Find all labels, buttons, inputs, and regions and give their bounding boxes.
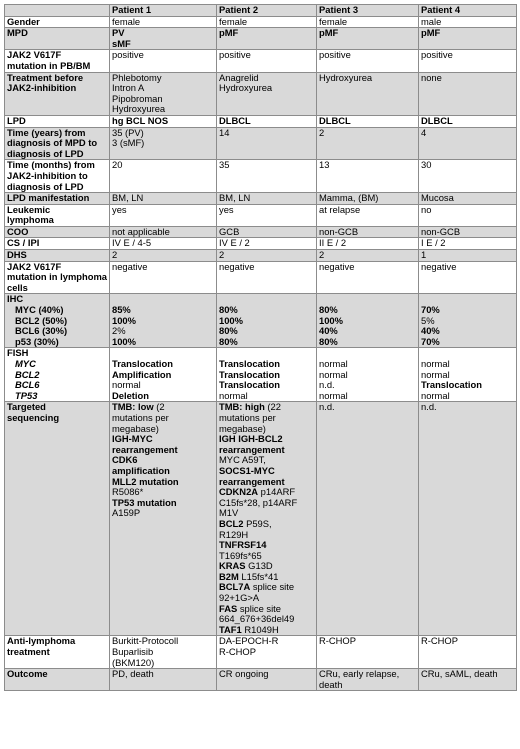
label-line: IHC bbox=[7, 293, 24, 305]
row-ihc bbox=[5, 294, 517, 348]
cell bbox=[419, 294, 517, 348]
row-leukemic bbox=[5, 204, 517, 226]
label-manifestation: LPD manifestation bbox=[5, 193, 110, 205]
cell bbox=[110, 348, 217, 402]
cell-line: Translocation bbox=[112, 358, 173, 369]
cell-line: SOCS1-MYC bbox=[219, 464, 275, 476]
cell-line: (2 bbox=[153, 401, 165, 413]
cell: pMF bbox=[217, 28, 317, 50]
cell-line: Hydroxyurea bbox=[219, 82, 273, 94]
row-gender bbox=[5, 16, 517, 28]
label-line: JAK2 V617F bbox=[7, 49, 62, 61]
cell: negative bbox=[110, 261, 217, 294]
label-targeted bbox=[5, 402, 110, 636]
cell-line: 100% bbox=[219, 314, 243, 326]
cell-line: (BKM120) bbox=[112, 656, 155, 668]
cell-line: p14ARF bbox=[258, 486, 296, 498]
cell bbox=[419, 348, 517, 402]
cell-line: 80% bbox=[219, 335, 238, 347]
cell-line: normal bbox=[319, 389, 348, 401]
cell: male bbox=[419, 16, 517, 28]
cell-line: Buparlisib bbox=[112, 646, 154, 658]
cell: 4 bbox=[419, 127, 517, 160]
cell-line: CDKN2A bbox=[219, 486, 259, 498]
cell-line: L15fs*41 bbox=[238, 570, 279, 582]
cell-line: MYC A59T, bbox=[219, 454, 266, 466]
cell-line: Translocation bbox=[421, 379, 482, 391]
cell-line: 92+1G>A bbox=[219, 592, 260, 604]
cell: Mucosa bbox=[419, 193, 517, 205]
cell: R-CHOP bbox=[419, 636, 517, 669]
label-line: Time (months) from bbox=[7, 159, 95, 171]
header-patient-4: Patient 4 bbox=[419, 5, 517, 17]
row-time-jak bbox=[5, 160, 517, 193]
cell-line: MLL2 mutation bbox=[112, 475, 179, 487]
cell: n.d. bbox=[317, 402, 419, 636]
cell-line: 80% bbox=[319, 335, 338, 347]
cell: 14 bbox=[217, 127, 317, 160]
row-manifestation bbox=[5, 193, 517, 205]
cell-line: rearrangement bbox=[219, 443, 285, 455]
cell-line: megabase) bbox=[219, 422, 266, 434]
cell-line: 80% bbox=[219, 325, 238, 337]
cell: I E / 2 bbox=[419, 238, 517, 250]
cell: II E / 2 bbox=[317, 238, 419, 250]
label-mpd: MPD bbox=[5, 28, 110, 50]
cell-line: normal bbox=[219, 389, 248, 401]
cell-line: TMB: low bbox=[112, 401, 154, 413]
cell-line: 100% bbox=[319, 314, 343, 326]
ihc-marker: BCL2 (50%) bbox=[15, 314, 68, 326]
cell: yes bbox=[217, 204, 317, 226]
cell bbox=[217, 72, 317, 115]
label-lpd: LPD bbox=[5, 115, 110, 127]
cell: not applicable bbox=[110, 226, 217, 238]
cell-line: 35 (PV) bbox=[112, 126, 144, 138]
cell: at relapse bbox=[317, 204, 419, 226]
cell-line: KRAS bbox=[219, 560, 246, 572]
cell-line: normal bbox=[421, 368, 450, 380]
cell bbox=[110, 28, 217, 50]
cell-line: CRu, early relapse, bbox=[319, 668, 400, 680]
cell-line: DA-EPOCH-R bbox=[219, 635, 279, 647]
row-mpd bbox=[5, 28, 517, 50]
label-line: mutation in PB/BM bbox=[7, 59, 91, 71]
cell: DLBCL bbox=[217, 115, 317, 127]
label-line: diagnosis of LPD bbox=[7, 147, 84, 159]
fish-gene: BCL6 bbox=[15, 379, 40, 391]
cell bbox=[217, 294, 317, 348]
cell-line: mutations per bbox=[219, 411, 276, 423]
cell-line: FAS bbox=[219, 602, 238, 614]
cell: n.d. bbox=[419, 402, 517, 636]
cell: none bbox=[419, 72, 517, 115]
cell-line: death bbox=[319, 678, 343, 690]
cell-line: 40% bbox=[421, 325, 440, 337]
cell-line: CDK6 bbox=[112, 454, 138, 466]
cell-line: TNFRSF14 bbox=[219, 539, 267, 551]
label-line: JAK2-inhibition bbox=[7, 82, 77, 94]
cell bbox=[110, 127, 217, 160]
cell-line: Pipobroman bbox=[112, 92, 163, 104]
cell-line: R129H bbox=[219, 528, 249, 540]
cell-line: (22 bbox=[264, 401, 281, 413]
cell-line: 5% bbox=[421, 314, 435, 326]
cell bbox=[110, 294, 217, 348]
cell: 20 bbox=[110, 160, 217, 193]
header-patient-2: Patient 2 bbox=[217, 5, 317, 17]
cell: Hydroxyurea bbox=[317, 72, 419, 115]
cell: hg BCL NOS bbox=[110, 115, 217, 127]
cell-line: normal bbox=[421, 389, 450, 401]
cell-line: sMF bbox=[112, 37, 131, 49]
row-cs-ipi bbox=[5, 238, 517, 250]
cell-line: G13D bbox=[245, 560, 273, 572]
cell bbox=[217, 636, 317, 669]
row-treatment bbox=[5, 72, 517, 115]
label-line: sequencing bbox=[7, 411, 60, 423]
fish-gene: BCL2 bbox=[15, 368, 40, 380]
label-leukemic bbox=[5, 204, 110, 226]
cell: non-GCB bbox=[317, 226, 419, 238]
cell-line: rearrangement bbox=[219, 475, 285, 487]
cell-line: 100% bbox=[112, 335, 136, 347]
cell-line: 664_676+36del49 bbox=[219, 613, 295, 625]
row-jak2-pb bbox=[5, 50, 517, 72]
row-lpd bbox=[5, 115, 517, 127]
cell-line: normal bbox=[421, 358, 450, 369]
cell: female bbox=[110, 16, 217, 28]
cell bbox=[110, 72, 217, 115]
cell: positive bbox=[419, 50, 517, 72]
cell-line: Hydroxyurea bbox=[112, 103, 166, 115]
cell-line: P59S, bbox=[243, 517, 272, 529]
cell: positive bbox=[110, 50, 217, 72]
label-line: JAK2 V617F bbox=[7, 260, 62, 272]
cell-line: Amplification bbox=[112, 368, 172, 380]
cell: yes bbox=[110, 204, 217, 226]
label-jak2-pb bbox=[5, 50, 110, 72]
cell: 1 bbox=[419, 250, 517, 262]
cell-line: Translocation bbox=[219, 379, 280, 391]
label-time-jak bbox=[5, 160, 110, 193]
label-coo: COO bbox=[5, 226, 110, 238]
cell-line: normal bbox=[319, 368, 348, 380]
cell: IV E / 4-5 bbox=[110, 238, 217, 250]
cell: 13 bbox=[317, 160, 419, 193]
cell-line: TAF1 bbox=[219, 623, 242, 635]
cell-line: BCL2 bbox=[219, 517, 244, 529]
cell: 2 bbox=[110, 250, 217, 262]
label-line: Time (years) from bbox=[7, 126, 86, 138]
label-treatment bbox=[5, 72, 110, 115]
cell-line: M1V bbox=[219, 507, 239, 519]
cell-line: Translocation bbox=[219, 368, 280, 380]
cell: pMF bbox=[419, 28, 517, 50]
cell-line: Deletion bbox=[112, 389, 149, 401]
cell: PD, death bbox=[110, 669, 217, 691]
ihc-marker: p53 (30%) bbox=[15, 335, 59, 347]
cell-line: 3 (sMF) bbox=[112, 137, 145, 149]
cell-line: Anagrelid bbox=[219, 71, 259, 83]
cell: negative bbox=[419, 261, 517, 294]
cell bbox=[217, 348, 317, 402]
cell-line: splice site bbox=[250, 581, 295, 593]
label-line: Targeted bbox=[7, 401, 46, 413]
header-corner bbox=[5, 5, 110, 17]
cell-line: 80% bbox=[219, 304, 238, 316]
ihc-marker: MYC (40%) bbox=[15, 304, 64, 316]
cell-line: 40% bbox=[319, 325, 338, 337]
cell-line: B2M bbox=[219, 570, 239, 582]
cell-line: T169fs*65 bbox=[219, 549, 262, 561]
cell-line: n.d. bbox=[319, 379, 335, 391]
cell-line: IGH IGH-BCL2 bbox=[219, 433, 283, 445]
cell bbox=[317, 348, 419, 402]
label-line: Treatment before bbox=[7, 71, 84, 83]
cell-line: Intron A bbox=[112, 82, 145, 94]
cell: positive bbox=[317, 50, 419, 72]
label-anti-lymphoma bbox=[5, 636, 110, 669]
row-time-mpd bbox=[5, 127, 517, 160]
label-line: diagnosis of LPD bbox=[7, 180, 84, 192]
cell: non-GCB bbox=[419, 226, 517, 238]
label-line: treatment bbox=[7, 646, 50, 658]
row-targeted bbox=[5, 402, 517, 636]
cell: 35 bbox=[217, 160, 317, 193]
label-line: mutation in lymphoma cells bbox=[7, 271, 108, 293]
header-patient-3: Patient 3 bbox=[317, 5, 419, 17]
cell-line: C15fs*28, p14ARF bbox=[219, 496, 298, 508]
cell-line: mutations per bbox=[112, 411, 169, 423]
row-anti-lymphoma bbox=[5, 636, 517, 669]
label-line: Anti-lymphoma bbox=[7, 635, 76, 647]
cell-line: TMB: high bbox=[219, 401, 265, 413]
row-jak2-lymph bbox=[5, 261, 517, 294]
cell-line: R5086* bbox=[112, 486, 144, 498]
header-row bbox=[5, 5, 517, 17]
cell-line: R-CHOP bbox=[219, 646, 256, 658]
cell-line: Burkitt-Protocoll bbox=[112, 635, 179, 647]
cell bbox=[317, 669, 419, 691]
cell bbox=[317, 294, 419, 348]
cell: female bbox=[317, 16, 419, 28]
fish-gene: MYC bbox=[15, 358, 36, 369]
cell-line: megabase) bbox=[112, 422, 159, 434]
cell: 2 bbox=[317, 250, 419, 262]
cell bbox=[110, 402, 217, 636]
cell-line: splice site bbox=[237, 602, 282, 614]
label-cs-ipi: CS / IPI bbox=[5, 238, 110, 250]
cell: GCB bbox=[217, 226, 317, 238]
ihc-marker: BCL6 (30%) bbox=[15, 325, 68, 337]
cell: 2 bbox=[217, 250, 317, 262]
cell: pMF bbox=[317, 28, 419, 50]
header-patient-1: Patient 1 bbox=[110, 5, 217, 17]
cell-line: TP53 mutation bbox=[112, 496, 177, 508]
cell-line: 2% bbox=[112, 325, 126, 337]
cell-line: 100% bbox=[112, 314, 136, 326]
label-line: lymphoma bbox=[7, 214, 54, 226]
cell: 30 bbox=[419, 160, 517, 193]
cell: negative bbox=[217, 261, 317, 294]
cell-line: Phlebotomy bbox=[112, 71, 162, 83]
cell: IV E / 2 bbox=[217, 238, 317, 250]
cell: CR ongoing bbox=[217, 669, 317, 691]
label-line: FISH bbox=[7, 347, 29, 359]
label-jak2-lymph bbox=[5, 261, 110, 294]
cell-line: IGH-MYC bbox=[112, 433, 153, 445]
label-line: JAK2-inhibition to bbox=[7, 169, 88, 181]
cell: Mamma, (BM) bbox=[317, 193, 419, 205]
cell: no bbox=[419, 204, 517, 226]
cell: BM, LN bbox=[110, 193, 217, 205]
cell-line: 70% bbox=[421, 304, 440, 316]
label-line: Leukemic bbox=[7, 203, 51, 215]
label-gender: Gender bbox=[5, 16, 110, 28]
cell: negative bbox=[317, 261, 419, 294]
label-fish bbox=[5, 348, 110, 402]
cell: positive bbox=[217, 50, 317, 72]
cell: 2 bbox=[317, 127, 419, 160]
cell-line: A159P bbox=[112, 507, 141, 519]
label-time-mpd bbox=[5, 127, 110, 160]
cell bbox=[217, 402, 317, 636]
label-outcome: Outcome bbox=[5, 669, 110, 691]
cell-line: 70% bbox=[421, 335, 440, 347]
cell-line: Translocation bbox=[219, 358, 280, 369]
row-fish bbox=[5, 348, 517, 402]
cell: DLBCL bbox=[317, 115, 419, 127]
cell-line: normal bbox=[319, 358, 348, 369]
row-coo bbox=[5, 226, 517, 238]
cell-line: R1049H bbox=[241, 623, 279, 635]
cell-line: BCL7A bbox=[219, 581, 251, 593]
label-line: diagnosis of MPD to bbox=[7, 137, 98, 149]
cell: DLBCL bbox=[419, 115, 517, 127]
cell: CRu, sAML, death bbox=[419, 669, 517, 691]
cell-line: rearrangement bbox=[112, 443, 178, 455]
cell-line: 85% bbox=[112, 304, 131, 316]
label-ihc bbox=[5, 294, 110, 348]
cell-line: PV bbox=[112, 27, 125, 39]
cell-line: amplification bbox=[112, 464, 170, 476]
row-dhs bbox=[5, 250, 517, 262]
cell bbox=[110, 636, 217, 669]
cell: R-CHOP bbox=[317, 636, 419, 669]
cell-line: normal bbox=[112, 379, 141, 391]
label-dhs: DHS bbox=[5, 250, 110, 262]
patient-table bbox=[4, 4, 517, 691]
row-outcome bbox=[5, 669, 517, 691]
cell: BM, LN bbox=[217, 193, 317, 205]
cell-line: 80% bbox=[319, 304, 338, 316]
fish-gene: TP53 bbox=[15, 389, 38, 401]
cell: female bbox=[217, 16, 317, 28]
